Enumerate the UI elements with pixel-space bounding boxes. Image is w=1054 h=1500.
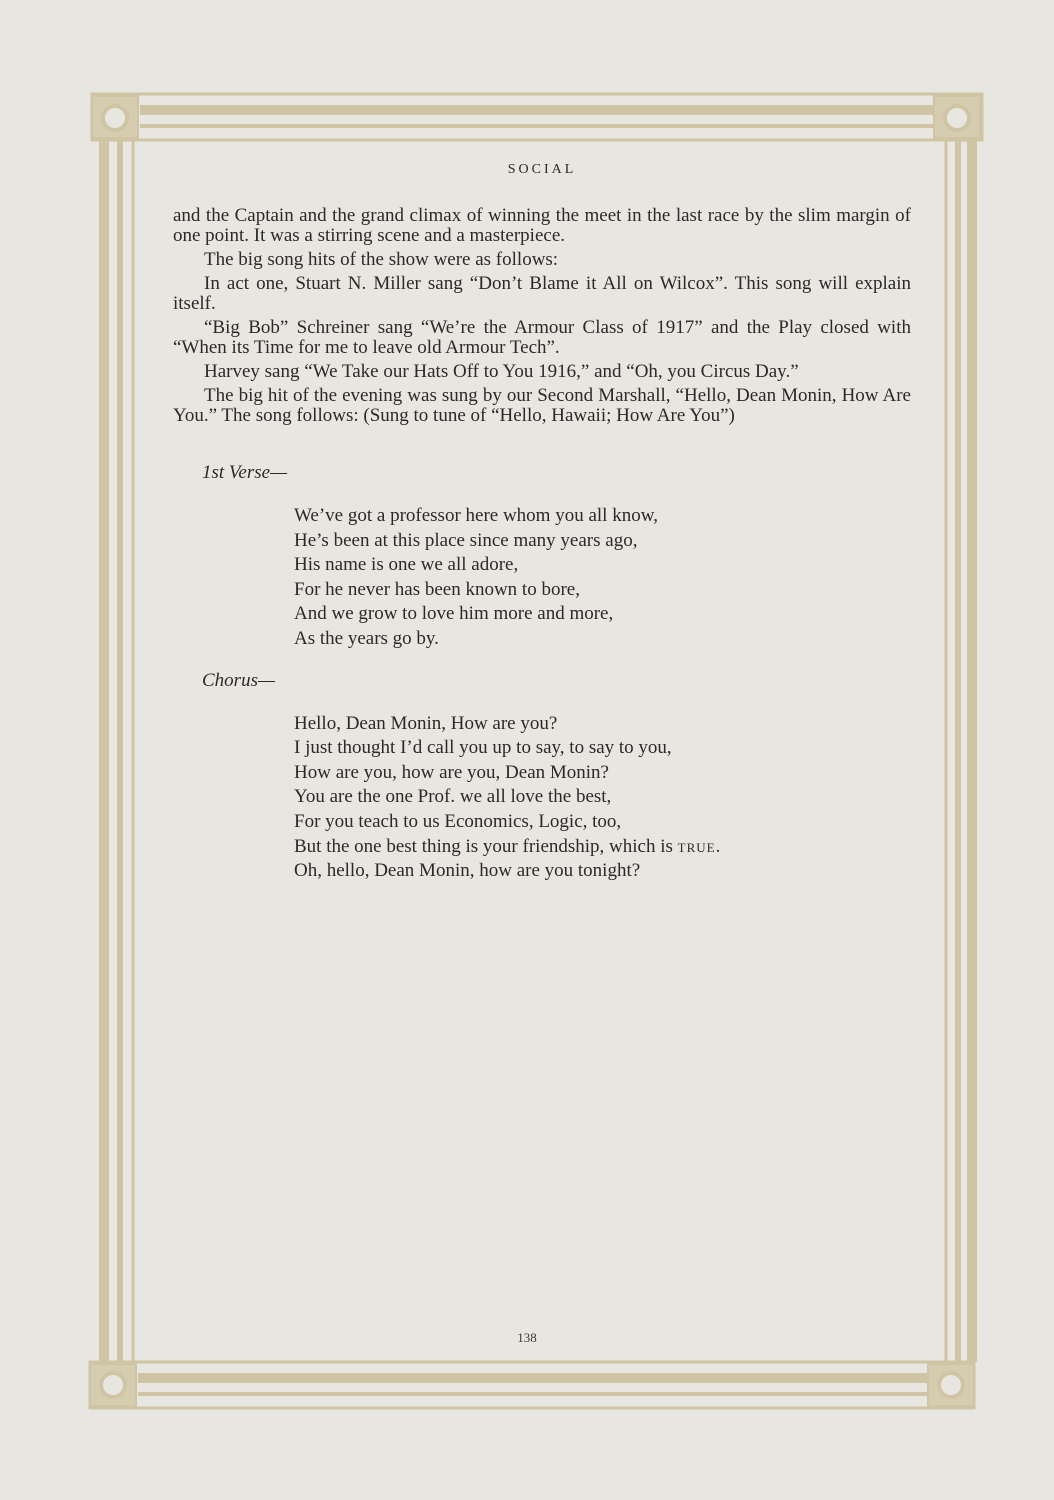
verse-line: For he never has been known to bore,: [294, 578, 580, 600]
verse-line: As the years go by.: [294, 627, 439, 649]
verse-line: We’ve got a professor here whom you all know,: [294, 505, 658, 526]
section-header: SOCIAL: [507, 162, 577, 177]
chorus-line: [294, 835, 911, 860]
verse-lines: [294, 504, 911, 652]
verse-line: His name is one we all adore,: [294, 554, 519, 576]
paragraph: Harvey sang “We Take our Hats Off to You 1916,” and “Oh, you Circus Day.”: [204, 361, 799, 382]
verse-label: 1st Verse—: [202, 462, 287, 483]
paragraph: In act one, Stuart N. Miller sang “Don’t Blame it All on Wilcox”. This song will explain itself.: [173, 273, 911, 314]
page-number: 138: [517, 1330, 537, 1345]
verse-line: He’s been at this place since many years ago,: [294, 529, 638, 551]
page-content: [173, 150, 911, 884]
chorus-line-punct: .: [715, 835, 721, 857]
chorus-line: For you teach to us Economics, Logic, too,: [294, 810, 622, 832]
chorus-line: Hello, Dean Monin, How are you?: [294, 712, 558, 734]
chorus-line-text: But the one best thing is your friendship, which is: [294, 835, 678, 857]
paragraph: The big hit of the evening was sung by our Second Marshall, “Hello, Dean Monin, How Are You.” The song follows: (Sung to tune of “Hello, Hawaii; How Are You”): [173, 385, 911, 426]
chorus-line: I just thought I’d call you up to say, to say to you,: [294, 737, 672, 759]
verse-line: And we grow to love him more and more,: [294, 603, 614, 625]
emphasis-true: true: [677, 835, 716, 857]
chorus-lines: [294, 712, 911, 884]
paragraph: “Big Bob” Schreiner sang “We’re the Armour Class of 1917” and the Play closed with “When its Time for me to leave old Armour Tech”.: [173, 317, 911, 358]
chorus-line: You are the one Prof. we all love the best,: [294, 786, 612, 808]
paragraph: and the Captain and the grand climax of winning the meet in the last race by the slim margin of one point. It was a stirring scene and a masterpiece.: [173, 205, 911, 246]
chorus-line: How are you, how are you, Dean Monin?: [294, 761, 609, 783]
paragraph: The big song hits of the show were as follows:: [204, 249, 559, 270]
chorus-line: Oh, hello, Dean Monin, how are you tonight?: [294, 860, 641, 882]
chorus-label: Chorus—: [202, 669, 275, 691]
